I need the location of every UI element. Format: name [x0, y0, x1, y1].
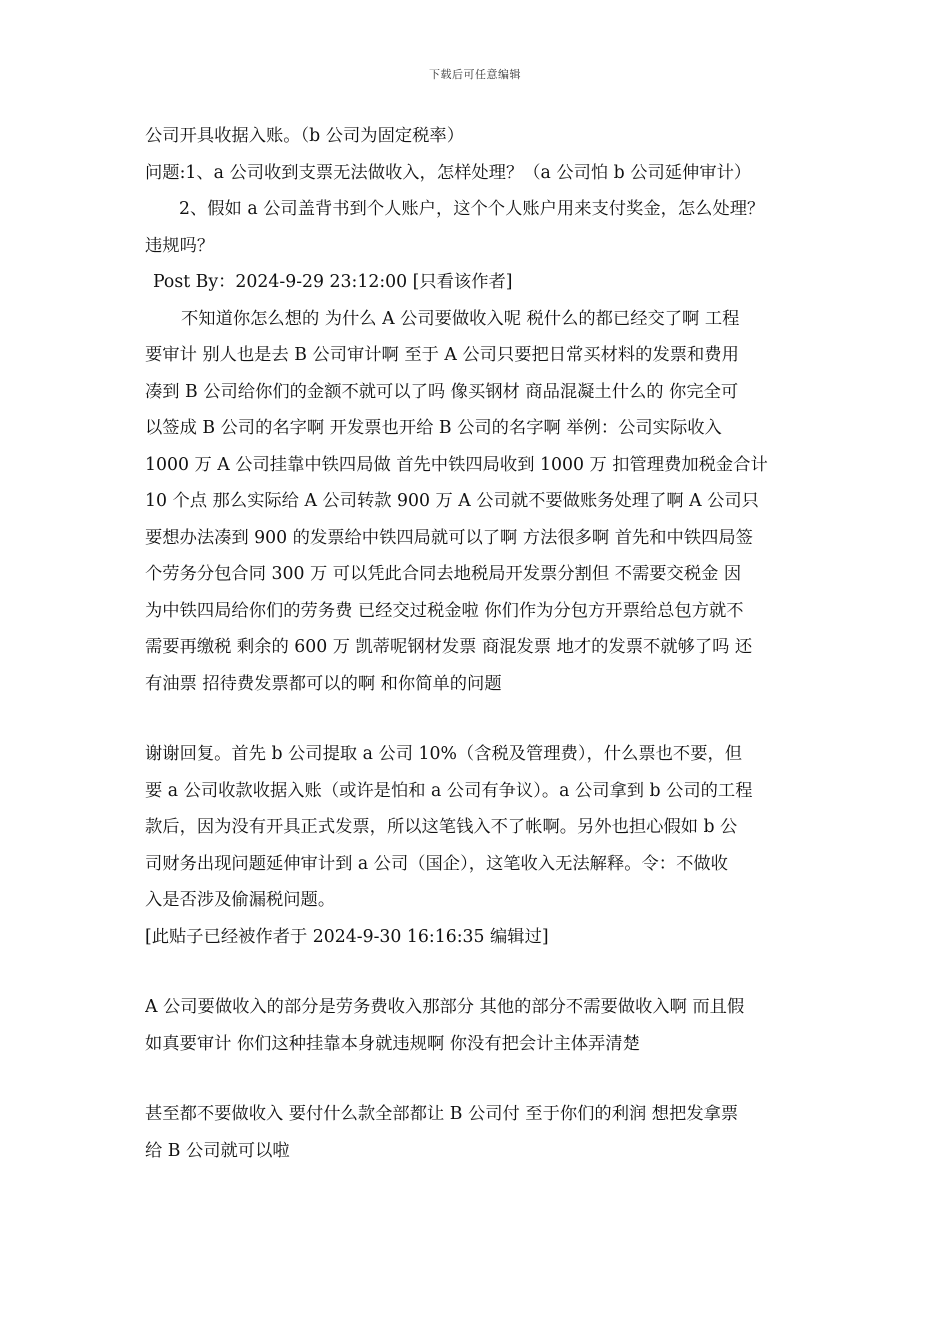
text-line: 公司开具收据入账。（b 公司为固定税率）: [145, 126, 464, 146]
text-line: 甚至都不要做收入 要付什么款全部都让 B 公司付 至于你们的利润 想把发拿票: [145, 1104, 739, 1124]
text-line: 要审计 别人也是去 B 公司审计啊 至于 A 公司只要把日常买材料的发票和费用: [145, 345, 739, 365]
text-line: 如真要审计 你们这种挂靠本身就违规啊 你没有把会计主体弄清楚: [145, 1033, 640, 1054]
reply-block-3: [145, 989, 810, 1062]
text-line: 要想办法凑到 900 的发票给中铁四局就可以了啊 方法很多啊 首先和中铁四局签: [145, 527, 753, 548]
text-line: 为中铁四局给你们的劳务费 已经交过税金啦 你们作为分包方开票给总包方就不: [145, 600, 744, 621]
paragraph-spacer: [145, 955, 810, 989]
page-header: 下载后可任意编辑: [429, 68, 521, 81]
text-line: 给 B 公司就可以啦: [145, 1140, 290, 1161]
text-line: 凑到 B 公司给你们的金额不就可以了吗 像买钢材 商品混凝土什么的 你完全可: [145, 381, 739, 402]
text-line: 1000 万 A 公司挂靠中铁四局做 首先中铁四局收到 1000 万 扣管理费加税金合计: [145, 454, 768, 475]
post-meta: Post By：2024-9-29 23:12:00 [只看该作者]: [153, 272, 513, 292]
text-line: 违规吗？: [145, 235, 215, 256]
text-line: 不知道你怎么想的 为什么 A 公司要做收入呢 税什么的都已经交了啊 工程: [181, 308, 740, 329]
edit-note: [此贴子已经被作者于 2024-9-30 16:16:35 编辑过]: [145, 926, 549, 947]
text-line: 要 a 公司收款收据入账（或许是怕和 a 公司有争议）。a 公司拿到 b 公司的工程: [145, 780, 753, 801]
text-line: A 公司要做收入的部分是劳务费收入那部分 其他的部分不需要做收入啊 而且假: [145, 997, 745, 1017]
paragraph-spacer: [145, 1062, 810, 1096]
text-line: 10 个点 那么实际给 A 公司转款 900 万 A 公司就不要做账务处理了啊 A 公司只: [145, 491, 759, 511]
text-line: 个劳务分包合同 300 万 可以凭此合同去地税局开发票分割但 不需要交税金 因: [145, 564, 742, 584]
text-line: 款后，因为没有开具正式发票，所以这笔钱入不了帐啊。另外也担心假如 b 公: [145, 817, 738, 837]
text-line: 入是否涉及偷漏税问题。: [145, 890, 336, 910]
text-line: 需要再缴税 剩余的 600 万 凯蒂呢钢材发票 商混发票 地才的发票不就够了吗 还: [145, 637, 753, 657]
reply-block-2: [145, 736, 810, 955]
text-line: 司财务出现问题延伸审计到 a 公司（国企），这笔收入无法解释。令：不做收: [145, 853, 728, 874]
text-line: 问题:1、a 公司收到支票无法做收入，怎样处理？（a 公司怕 b 公司延伸审计）: [145, 162, 752, 183]
document-body: [145, 118, 810, 1169]
question-block: [145, 118, 810, 301]
reply-block-1: [145, 301, 810, 703]
reply-block-4: [145, 1096, 810, 1169]
paragraph-spacer: [145, 702, 810, 736]
text-line: 谢谢回复。首先 b 公司提取 a 公司 10%（含税及管理费），什么票也不要，但: [145, 744, 743, 764]
text-line: 以签成 B 公司的名字啊 开发票也开给 B 公司的名字啊 举例：公司实际收入: [145, 418, 722, 438]
text-line: 2、假如 a 公司盖背书到个人账户，这个个人账户用来支付奖金，怎么处理？: [179, 199, 765, 219]
text-line: 有油票 招待费发票都可以的啊 和你简单的问题: [145, 673, 502, 694]
